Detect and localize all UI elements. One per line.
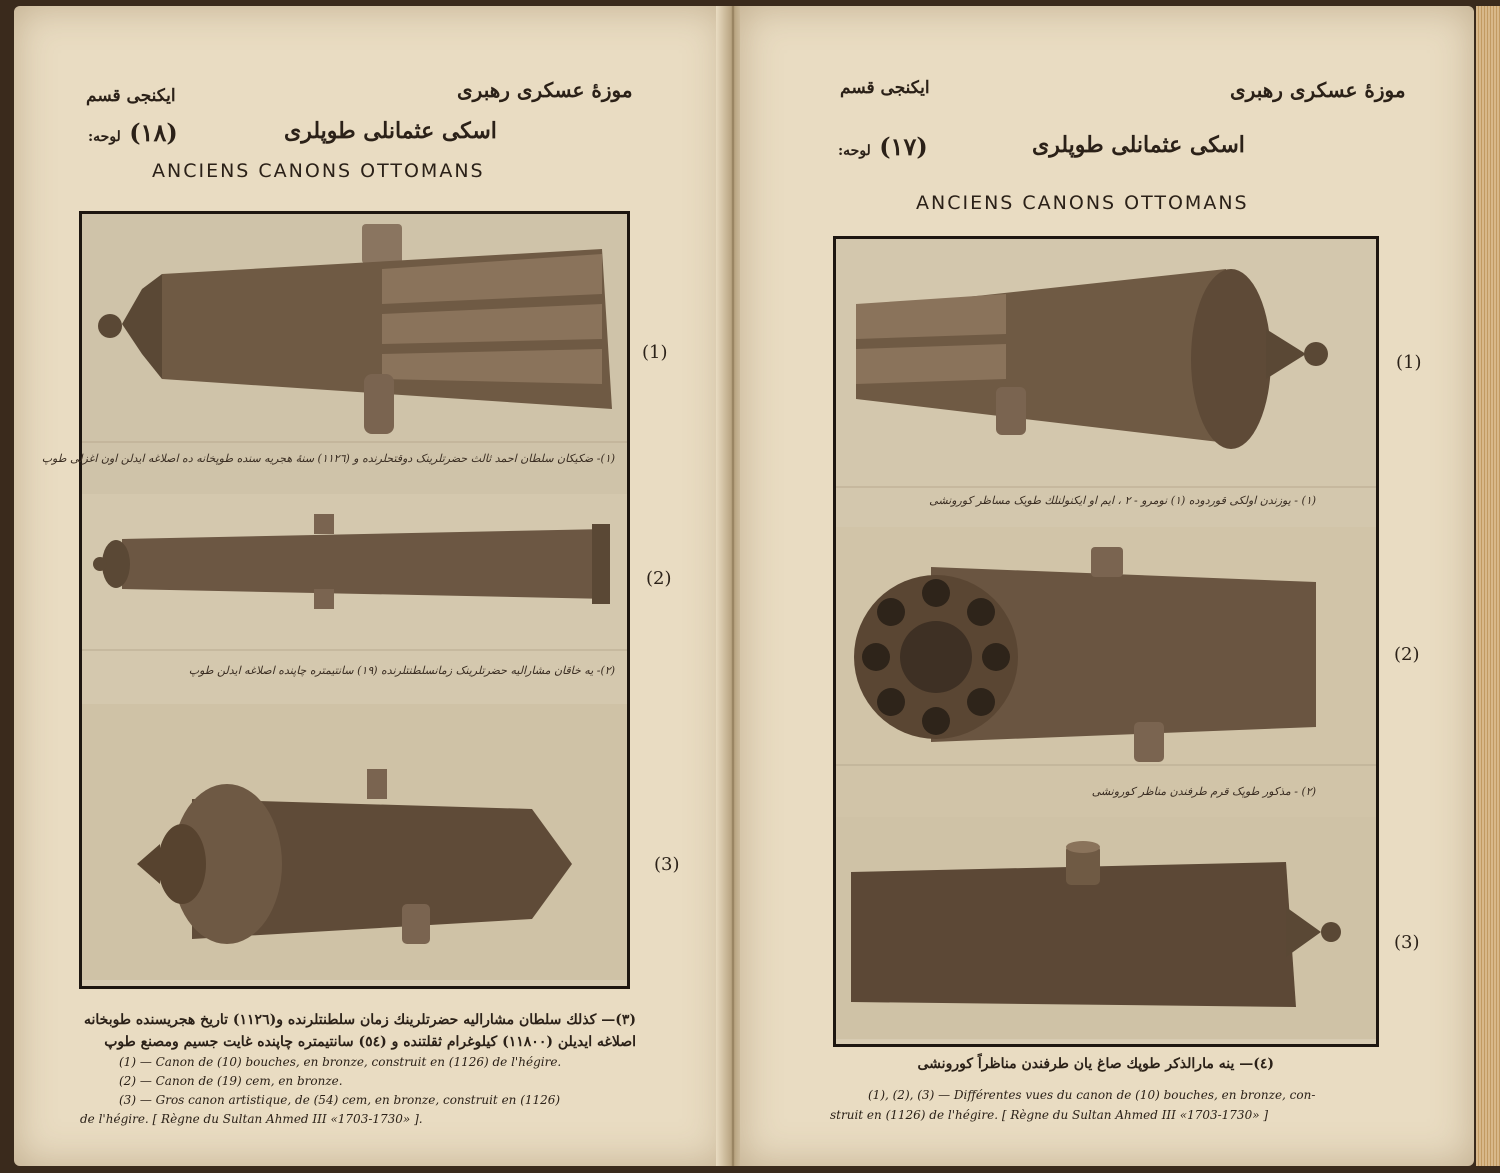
left-plate-label: لوحه: [88, 129, 121, 145]
right-caption-fr-2: struit en (1126) de l'hégire. [ Règne du Sultan Ahmed III «1703-1730» ] [830, 1108, 1269, 1122]
left-plate-number [88, 118, 178, 147]
right-panel-1-caption: (١) - یوزندن اولکی قوردوده (١) نومرو - ٢ ، ایم او ايکنولنلك طویک مساظر کورونشی [929, 494, 1316, 507]
right-panel-2-number: (2) [1394, 644, 1420, 665]
left-caption-fr-1: (1) — Canon de (10) bouches, en bronze, construit en (1126) de l'hégire. [119, 1055, 562, 1069]
left-panel-1-number: (1) [642, 342, 668, 363]
left-cannon-3-image [82, 704, 627, 980]
left-plate-number-value: (١٨) [129, 118, 178, 147]
right-header-title: موزهٔ عسکری رهبری [1230, 78, 1406, 102]
page-edges [1476, 6, 1500, 1166]
right-bottom-ar: (٤)— ینه مارالذکر طوپك صاغ یان طرفندن مناظراً کورونشی [917, 1056, 1274, 1072]
right-cannon-3-image [836, 817, 1376, 1039]
left-panel-2-caption: (٢)- یه خاقان مشارالیه حضرتلرینک زمانسلطنتلرنده (١٩) سانتیمتره چاپنده اصلاغه ایدلن طوپ [188, 664, 615, 677]
right-plate-label: لوحه: [838, 143, 871, 159]
left-bottom-ar-2: اصلاغه ایدیلن (١١٨٠٠) کیلوغرام ثقلتنده و (٥٤) سانتیمتره چاپنده غایت جسیم ومصنع طوپ [104, 1034, 636, 1050]
right-panel-2-caption: (٢) - مذکور طوپک قرم طرفندن مناظر کورونشی [1091, 785, 1316, 798]
right-panel-1 [836, 239, 1376, 527]
left-panel-3 [82, 704, 627, 980]
left-panel-2-number: (2) [646, 568, 672, 589]
right-header-section: ایکنجی قسم [840, 78, 930, 98]
left-panel-3-number: (3) [654, 854, 680, 875]
left-caption-fr-2: (2) — Canon de (19) cem, en bronze. [119, 1074, 343, 1088]
right-panel-2 [836, 527, 1376, 817]
right-title-fr: ANCIENS CANONS OTTOMANS [916, 192, 1249, 214]
right-photo-plate [833, 236, 1379, 1047]
right-panel-1-number: (1) [1396, 352, 1422, 373]
left-header-section: ایکنجی قسم [86, 86, 176, 106]
right-caption-fr-1: (1), (2), (3) — Différentes vues du canon de (10) bouches, en bronze, con- [868, 1088, 1316, 1102]
left-header-title: موزهٔ عسکری رهبری [457, 78, 633, 102]
right-panel-3 [836, 817, 1376, 1039]
right-cannon-2-image [836, 527, 1376, 817]
left-bottom-ar-1: (٣)— کذلك سلطان مشارالیه حضرتلرینك زمان سلطنتلرنده و(١١٢٦) تاریخ هجریسنده طوبخانه [83, 1012, 636, 1028]
right-cannon-1-image [836, 239, 1376, 527]
right-subtitle: اسکی عثمانلی طوپلری [1032, 132, 1245, 158]
left-photo-plate [41, 211, 630, 989]
right-page [740, 6, 1474, 1166]
left-caption-fr-3: (3) — Gros canon artistique, de (54) cem, en bronze, construit en (1126) [119, 1093, 561, 1107]
left-caption-fr-4: de l'hégire. [ Règne du Sultan Ahmed III «1703-1730» ]. [80, 1112, 423, 1126]
right-panel-3-number: (3) [1394, 932, 1420, 953]
left-panel-1 [41, 214, 627, 494]
left-title-fr: ANCIENS CANONS OTTOMANS [152, 160, 485, 182]
left-panel-2 [82, 494, 627, 704]
right-plate-number-value: (١٧) [879, 132, 928, 161]
right-plate-number [838, 132, 928, 161]
left-page [14, 6, 726, 1166]
left-subtitle: اسکی عثمانلی طوپلری [284, 118, 497, 144]
left-panel-1-caption: (١)- ضکیکان سلطان احمد ثالث حضرتلرینک دوقتحلرنده و (١١٢٦) سنهٔ هجریه سنده طوپخانه ده اصلاغه ایدلن اون اغزلی طوپ [41, 452, 615, 465]
